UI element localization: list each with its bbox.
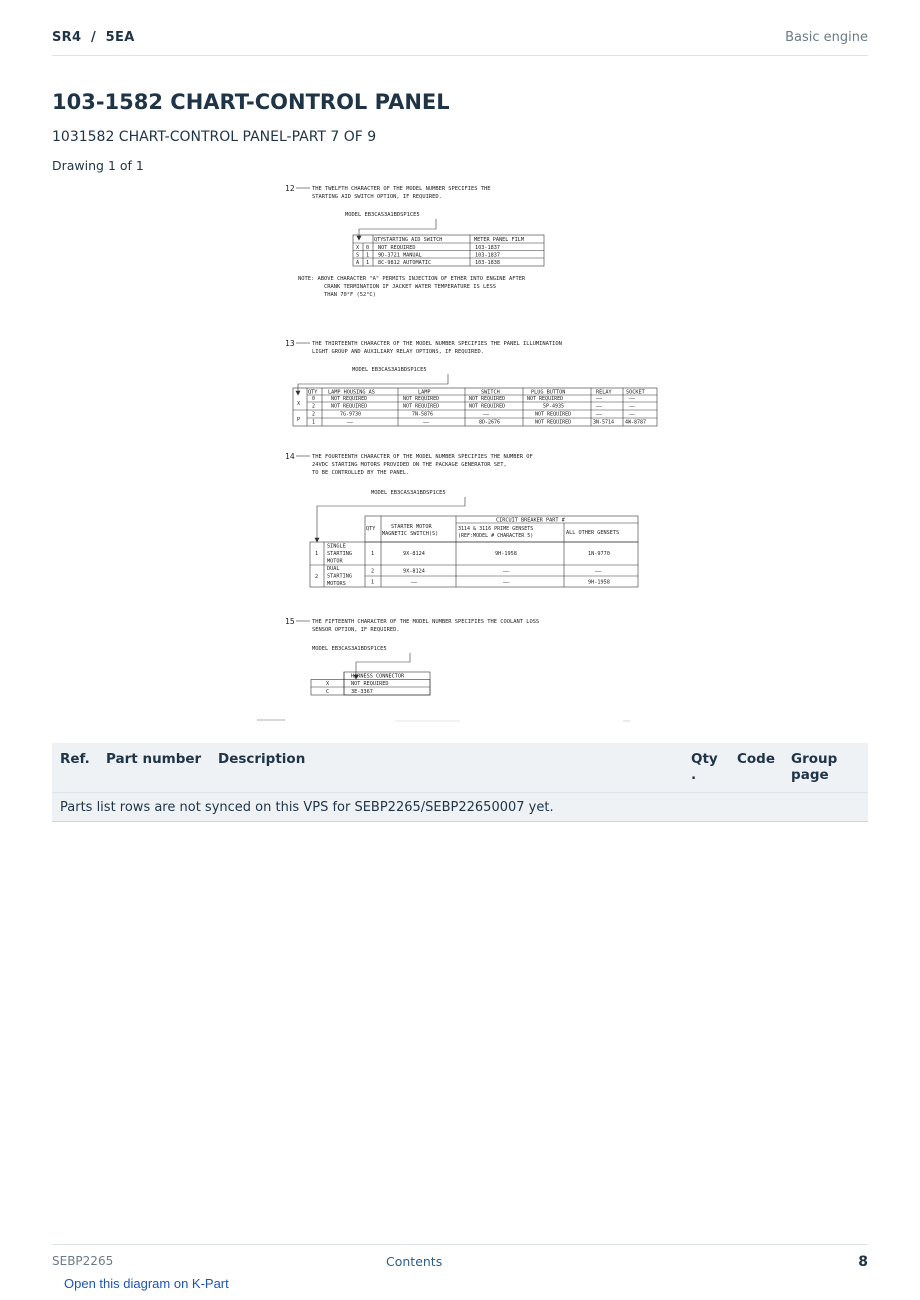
s13-row-4 [312,420,646,426]
s14-text-2: 24VDC STARTING MOTORS PROVIDED ON THE PACKAGE GENERATOR SET, [312,462,507,468]
s12-text-1: THE TWELFTH CHARACTER OF THE MODEL NUMBER SPECIFIES THE [312,186,491,192]
s13-row-2 [312,404,636,410]
s12-r1-qty: 0 [366,245,370,251]
page-number: 8 [858,1254,868,1270]
diagram-text: —— [629,403,636,410]
s12-number: 12 [285,184,295,193]
s15-h-connector: HARNESS CONNECTOR [351,673,405,680]
s13-h-housing: LAMP HOUSING AS [328,389,375,396]
s12-r3-switch: 8C-9812 AUTOMATIC [378,260,432,266]
s15-r1-code: X [326,681,330,687]
diagram-text: NOT REQUIRED [331,396,368,402]
diagram-text: NOT REQUIRED [535,411,572,418]
s14-text-1: THE FOURTEENTH CHARACTER OF THE MODEL NUMBER SPECIFIES THE NUMBER OF [312,454,533,460]
s12-r3-film: 103-1838 [475,260,500,266]
s13-h-relay: RELAY [596,389,612,396]
s14-h-motor-1: STARTER MOTOR [391,524,432,530]
drawing-counter: Drawing 1 of 1 [52,158,144,173]
diagram-text: DUAL [327,566,340,572]
s13-h-socket: SOCKET [626,389,645,396]
sync-message: Parts list rows are not synced on this VPS for SEBP2265/SEBP22650007 yet. [52,793,868,822]
s13-row-1 [312,396,636,402]
s12-h-qty: QTY [374,237,384,243]
s13-h-plug: PLUG BUTTON [531,389,566,396]
s14-h-prime-2: (REF:MODEL # CHARACTER 5) [458,533,534,539]
diagram-text: 9X-8124 [403,568,425,575]
diagram-text: 2 [312,411,316,418]
col-description: Description [210,743,683,793]
s12-r3-qty: 1 [366,260,370,266]
s15-text-2: SENSOR OPTION, IF REQUIRED. [312,627,400,633]
s12-h-film: METER PANEL FILM [474,237,524,243]
s13-row-3 [312,412,636,418]
diagram-text: 7G-9730 [340,411,362,418]
diagram-text: —— [629,411,636,418]
diagram-text: STARTING [327,551,352,557]
s15-r2-part: 3E-3367 [351,689,373,695]
diagram-text: 9H-1958 [495,551,517,557]
diagram-text: MOTOR [327,558,343,565]
diagram-text: —— [503,568,510,575]
diagram-text: 8D-2676 [479,419,501,426]
diagram-text: —— [596,396,603,402]
s14-model: MODEL EB3CAS3A1BDSP1CE5 [371,490,446,496]
s12-r2-switch: 9D-3721 MANUAL [378,252,422,259]
page-header [52,28,868,56]
diagram-text: —— [423,419,430,426]
diagram-text: —— [596,411,603,418]
s12-r2-code: S [356,252,360,259]
s13-text-2: LIGHT GROUP AND AUXILIARY RELAY OPTIONS, IF REQUIRED. [312,349,485,355]
col-qty: Qty . [683,743,729,793]
s14-group-header: CIRCUIT BREAKER PART # [496,517,565,524]
diagram-text: 4W-8787 [625,419,647,426]
s13-group-p: P [297,417,301,423]
s12-note-1: NOTE: ABOVE CHARACTER "A" PERMITS INJECTION OF ETHER INTO ENGINE AFTER [298,276,526,282]
table-row [52,793,868,822]
s14-single-row [315,544,610,565]
s12-r2-qty: 1 [366,252,370,259]
diagram-text: NOT REQUIRED [469,396,506,402]
diagram-text: NOT REQUIRED [331,403,368,410]
s12-note-3: THAN 70°F (52°C) [324,292,376,298]
parts-header-row [52,743,868,793]
diagram-text: STARTING [327,573,352,580]
page-title: 103-1582 CHART-CONTROL PANEL [52,90,450,114]
diagram-text: 7N-5876 [412,411,434,418]
diagram-text: NOT REQUIRED [469,403,506,410]
s13-h-lamp: LAMP [418,389,431,396]
s12-h-switch: STARTING AID SWITCH [383,237,443,243]
diagram-text: —— [596,403,603,410]
col-ref: Ref. [52,743,98,793]
diagram-text: 2 [315,574,319,580]
diagram-text: —— [595,568,602,575]
diagram-text: 1 [371,551,375,557]
s13-model: MODEL EB3CAS3A1BDSP1CE5 [352,367,427,373]
col-group-page: Group page [783,743,868,793]
s15-text-1: THE FIFTEENTH CHARACTER OF THE MODEL NUMBER SPECIFIES THE COOLANT LOSS [312,619,540,625]
s13-text-1: THE THIRTEENTH CHARACTER OF THE MODEL NUMBER SPECIFIES THE PANEL ILLUMINATION [312,341,562,347]
s15-model: MODEL EB3CAS3A1BDSP1CE5 [312,646,387,652]
diagram-text: —— [483,411,490,418]
diagram-text: NOT REQUIRED [527,396,564,402]
diagram-text: 2 [312,403,316,410]
diagram-text: MOTORS [327,581,346,587]
s14-h-other: ALL OTHER GENSETS [566,530,620,536]
col-part-number: Part number [98,743,210,793]
diagram-text: 0 [312,396,316,402]
section-label: Basic engine [785,30,868,45]
diagram-text: 9H-1958 [588,579,610,586]
diagram-text: SINGLE [327,543,346,550]
diagram-text: —— [503,579,510,586]
s14-number: 14 [285,452,295,461]
s12-r2-film: 103-1837 [475,252,500,259]
s14-h-qty: QTY [366,526,376,532]
s13-number: 13 [285,339,295,348]
diagram-text: NOT REQUIRED [403,396,440,402]
s12-model: MODEL EB3CAS3A1BDSP1CE5 [345,212,420,218]
diagram-text: 3N-5714 [593,419,615,426]
diagram-text: 5P-4935 [543,403,565,410]
parts-diagram[interactable] [255,178,665,726]
diagram-text: 1 [371,579,375,586]
parts-list-table [52,743,868,822]
diagram-text: 2 [371,568,375,575]
s15-number: 15 [285,617,295,626]
s12-note-2: CRANK TERMINATION IF JACKET WATER TEMPERATURE IS LESS [324,284,497,290]
document-number: SEBP2265 [52,1254,114,1268]
diagram-text: NOT REQUIRED [403,403,440,410]
diagram-text: 9X-8124 [403,551,425,557]
diagram-text: —— [347,419,354,426]
s12-r1-code: X [356,245,360,251]
s13-h-switch: SWITCH [481,389,500,396]
page-subtitle: 1031582 CHART-CONTROL PANEL-PART 7 OF 9 [52,129,377,145]
breadcrumb[interactable]: SR4 / 5EA [52,30,135,45]
diagram-text: 1N-9770 [588,551,610,557]
s14-dual-rows [315,566,610,587]
s14-text-3: TO BE CONTROLLED BY THE PANEL. [312,470,410,476]
contents-link[interactable]: Contents [386,1254,443,1269]
page-footer [52,1244,868,1272]
s15-r1-part: NOT REQUIRED [351,681,389,687]
open-kpart-link[interactable]: Open this diagram on K-Part [64,1276,229,1291]
diagram-text: 1 [312,419,316,426]
s15-r2-code: C [326,689,330,695]
s12-text-2: STARTING AID SWITCH OPTION, IF REQUIRED. [312,194,442,200]
s12-r3-code: A [356,260,360,266]
diagram-text: NOT REQUIRED [535,419,572,426]
s14-h-motor-2: MAGNETIC SWITCH(S) [382,531,439,537]
s13-h-qty: QTY [308,389,318,396]
diagram-text: —— [411,579,418,586]
diagram-text: 1 [315,551,319,557]
s13-group-x: X [297,401,301,407]
diagram-text: —— [629,396,636,402]
col-code: Code [729,743,783,793]
s12-r1-switch: NOT REQUIRED [378,245,416,251]
s12-r1-film: 103-1837 [475,245,500,251]
s14-h-prime-1: 3114 & 3116 PRIME GENSETS [458,526,534,532]
